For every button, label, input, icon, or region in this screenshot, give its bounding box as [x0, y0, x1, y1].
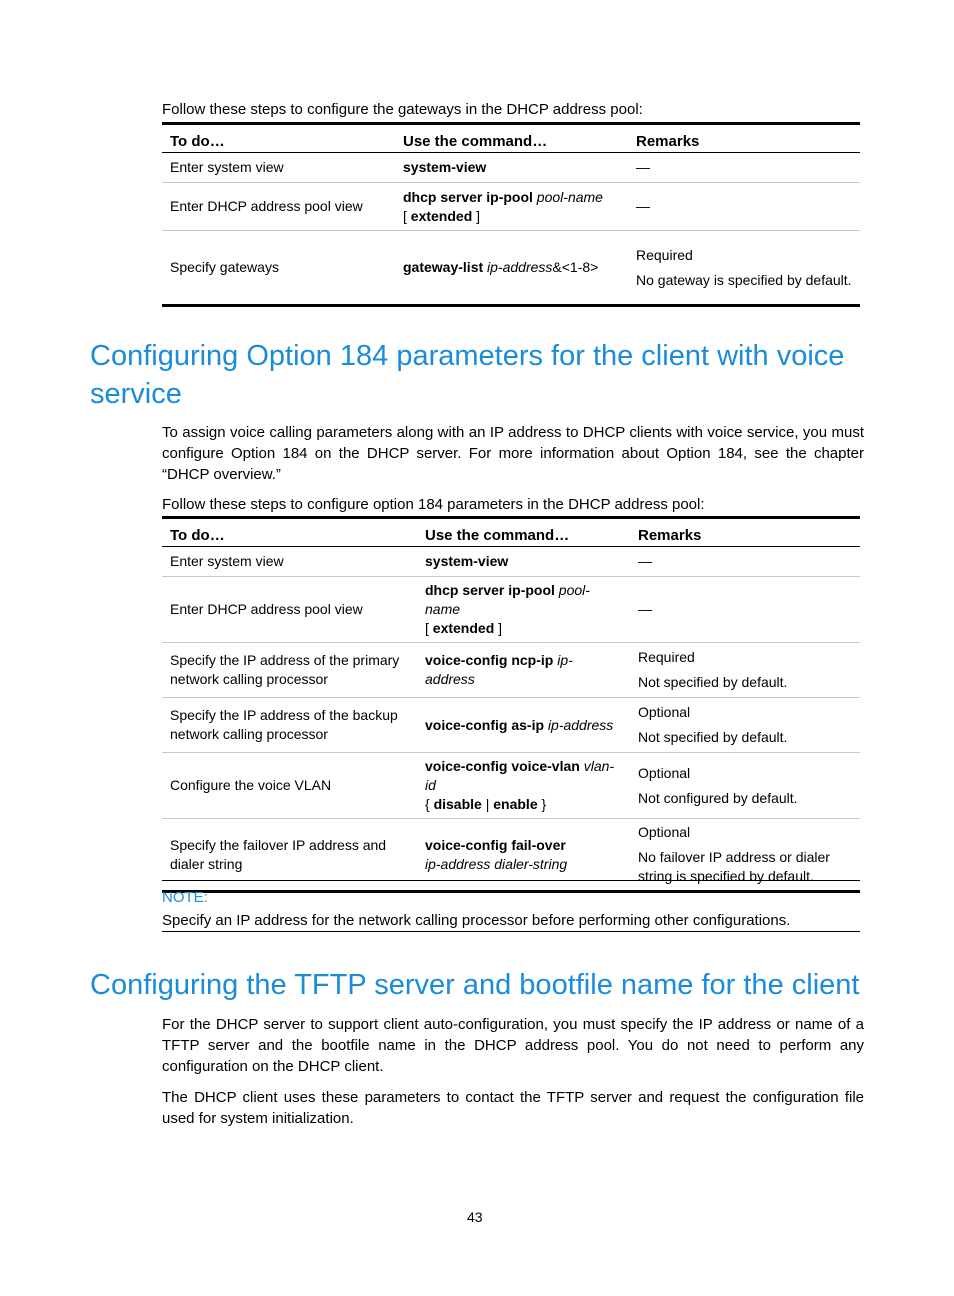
todo-cell: Enter DHCP address pool view	[162, 183, 395, 231]
command-keyword: system-view	[403, 159, 487, 175]
remark-line: —	[636, 198, 650, 214]
table2-intro: Follow these steps to configure option 184 parameters in the DHCP address pool:	[162, 496, 705, 513]
command-keyword: extended	[432, 620, 495, 636]
command-argument: pool-name	[532, 188, 603, 205]
command-keyword: disable	[433, 796, 482, 812]
command-keyword: voice-config ncp-ip	[425, 652, 554, 668]
command-keyword: voice-config as-ip	[425, 716, 545, 733]
command-keyword: enable	[493, 796, 538, 812]
remark-line: Optional	[638, 764, 691, 781]
todo-cell: Specify gateways	[162, 231, 395, 306]
remarks-cell	[630, 643, 860, 698]
command-cell	[395, 153, 628, 183]
table-row	[162, 753, 860, 819]
command-syntax: [	[425, 620, 433, 636]
col-header-remarks: Remarks	[628, 124, 860, 153]
command-cell	[417, 753, 630, 819]
command-cell	[395, 183, 628, 231]
command-argument: vlan-id	[425, 758, 615, 793]
todo-cell: Enter system view	[162, 153, 395, 183]
col-header-command: Use the command…	[395, 124, 628, 153]
table-row	[162, 547, 860, 577]
remark-line: —	[638, 553, 652, 569]
command-argument: ip-address	[483, 259, 553, 275]
remarks-cell	[630, 753, 860, 819]
command-argument: pool-name	[425, 582, 590, 617]
command-syntax: }	[537, 796, 547, 812]
command-argument: ip-address	[425, 652, 573, 687]
option184-command-table	[162, 516, 860, 893]
command-keyword: voice-config fail-over	[425, 836, 566, 853]
command-cell	[417, 698, 630, 753]
remarks-cell	[628, 231, 860, 306]
table-row	[162, 183, 860, 231]
remark-line: No failover IP address or dialer string is specified by default.	[638, 849, 830, 884]
command-syntax: ]	[472, 207, 481, 224]
todo-cell: Configure the voice VLAN	[162, 753, 417, 819]
todo-cell: Enter system view	[162, 547, 417, 577]
command-keyword: gateway-list	[403, 259, 484, 275]
command-syntax: ]	[494, 620, 503, 636]
col-header-todo: To do…	[162, 518, 417, 547]
col-header-remarks: Remarks	[630, 518, 860, 547]
command-syntax: {	[425, 796, 434, 812]
remark-line: —	[638, 601, 652, 617]
note-box	[162, 880, 860, 932]
remark-line: Not specified by default.	[638, 729, 788, 745]
command-cell	[417, 547, 630, 577]
remark-line: Required	[636, 246, 693, 263]
command-keyword: voice-config voice-vlan	[425, 758, 580, 774]
tftp-paragraph-2: The DHCP client uses these parameters to contact the TFTP server and request the configuration file used for system initialization.	[162, 1089, 864, 1127]
command-keyword: extended	[410, 207, 473, 224]
todo-cell: Enter DHCP address pool view	[162, 577, 417, 643]
section-heading-tftp: Configuring the TFTP server and bootfile name for the client	[90, 969, 860, 1001]
remark-line: Required	[638, 649, 695, 665]
table1-intro: Follow these steps to configure the gateways in the DHCP address pool:	[162, 101, 643, 118]
option184-paragraph: To assign voice calling parameters along with an IP address to DHCP clients with voice service, you must configure Option 184 on the DHCP server. For more information about Option 184, see the chapter “DHCP overview.”	[162, 424, 864, 483]
table-row	[162, 643, 860, 698]
page-number: 43	[467, 1209, 483, 1225]
remarks-cell	[628, 153, 860, 183]
tftp-paragraph-1: For the DHCP server to support client auto-configuration, you must specify the IP address or name of a TFTP server and the bootfile name in the DHCP address pool. You do not need to perform any configuration on the DHCP client.	[162, 1016, 864, 1075]
command-cell	[395, 231, 628, 306]
col-header-command: Use the command…	[417, 518, 630, 547]
command-keyword: dhcp server ip-pool	[425, 582, 555, 598]
gateway-command-table	[162, 122, 860, 307]
remarks-cell	[630, 698, 860, 753]
todo-cell: Specify the IP address of the primary network calling processor	[162, 643, 417, 698]
remark-line: Not configured by default.	[638, 789, 798, 806]
note-text: Specify an IP address for the network calling processor before performing other configurations.	[162, 912, 791, 929]
command-syntax: [	[403, 207, 411, 224]
col-header-todo: To do…	[162, 124, 395, 153]
section-heading-option184: Configuring Option 184 parameters for the client with voice service	[90, 340, 845, 410]
command-syntax: &<1-8>	[552, 259, 599, 275]
table-row	[162, 231, 860, 306]
note-title: NOTE:	[162, 889, 208, 906]
remarks-cell	[630, 577, 860, 643]
remarks-cell	[630, 547, 860, 577]
command-syntax: |	[481, 796, 494, 812]
command-cell	[417, 577, 630, 643]
command-keyword: dhcp server ip-pool	[403, 188, 533, 205]
table-row	[162, 153, 860, 183]
table-row	[162, 577, 860, 643]
remark-line: Optional	[638, 824, 691, 840]
remark-line: Not specified by default.	[638, 674, 788, 690]
remarks-cell	[628, 183, 860, 231]
remark-line: —	[636, 159, 650, 175]
table-row	[162, 698, 860, 753]
command-argument: ip-address dialer-string	[425, 855, 568, 872]
command-keyword: system-view	[425, 553, 509, 569]
command-cell	[417, 643, 630, 698]
remark-line: Optional	[638, 704, 691, 720]
remark-line: No gateway is specified by default.	[636, 271, 852, 288]
todo-cell: Specify the failover IP address and dialer string	[162, 819, 417, 892]
todo-cell: Specify the IP address of the backup network calling processor	[162, 698, 417, 753]
command-argument: ip-address	[544, 716, 614, 733]
